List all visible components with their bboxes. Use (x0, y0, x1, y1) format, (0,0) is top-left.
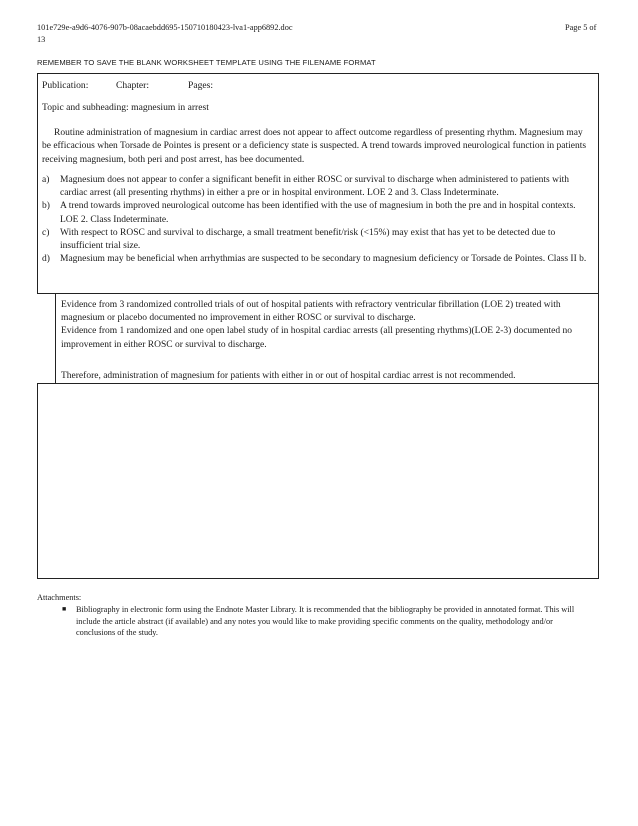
list-item (42, 253, 594, 266)
blank-notes-box (37, 383, 599, 579)
list-item (42, 227, 594, 253)
evidence-paragraph-1: Evidence from 3 randomized controlled trials of out of hospital patients with refractory ventricular fibrillation (LOE 2) treated with magnesium or placebo documented no improvement in either ROSC or survival to discharge. (61, 300, 561, 324)
list-item-label: c) (42, 227, 50, 238)
attachments-heading: Attachments: (37, 593, 82, 602)
document-filename: 101e729e-a9d6-4076-907b-08acaebdd695-150710180423-lva1-app6892.doc (37, 23, 293, 32)
list-item-text: Magnesium may be beneficial when arrhythmias are suspected to be secondary to magnesium deficiency or Torsade de Pointes. Class II b. (60, 254, 587, 265)
list-item-label: d) (42, 254, 50, 265)
chapter-label: Chapter: (116, 80, 150, 91)
list-item (42, 174, 594, 200)
summary-intro: Routine administration of magnesium in cardiac arrest does not appear to affect outcome regardless of presenting rhythm. Magnesium may be efficacious when Torsade de Pointes is present or a deficiency state is suspected. A trend towards improved neurological function in patients receiving magnesium, both peri and post arrest, has bee documented. (42, 128, 587, 165)
list-item-label: b) (42, 201, 50, 212)
list-item-label: a) (42, 175, 50, 185)
list-item-text: Magnesium does not appear to confer a significant benefit in either ROSC or survival to discharge when administered to patients with cardiac arrest (all presenting rhythms) in either a pre or in hospital environment. LOE 2 and 3. Class Indeterminate. (60, 175, 570, 199)
page-number-label: Page 5 of (565, 23, 597, 32)
attachment-item-text: Bibliography in electronic form using the Endnote Master Library. It is recommended that the bibliography be provided in annotated format. This will include the article abstract (if available) and any notes you would like to make providing specific comments on the quality, methodology and/or conclusions of the study. (76, 605, 575, 638)
list-item-text: A trend towards improved neurological outcome has been identified with the use of magnesium in both the pre and in hospital contexts. LOE 2. Class Indeterminate. (60, 201, 576, 225)
pages-label: Pages: (188, 80, 214, 91)
list-item-text: With respect to ROSC and survival to discharge, a small treatment benefit/risk (<15%) may exist that has yet to be detected due to insufficient trial size. (60, 227, 556, 252)
conclusion-text: Therefore, administration of magnesium for patients with either in or out of hospital cardiac arrest is not recommended. (61, 371, 516, 381)
citation-row (42, 80, 213, 91)
reminder-text: REMEMBER TO SAVE THE BLANK WORKSHEET TEMPLATE USING THE FILENAME FORMAT (37, 58, 376, 67)
bullet-icon: ■ (62, 605, 67, 613)
evidence-paragraph-2: Evidence from 1 randomized and one open label study of in hospital cardiac arrests (all presenting rhythms)(LOE 2-3) documented no improvement in either ROSC or survival to discharge. (61, 326, 572, 350)
topic-heading: Topic and subheading: magnesium in arrest (42, 102, 209, 113)
recommendation-list (42, 174, 594, 266)
page-total: 13 (37, 35, 46, 44)
evidence-text (61, 299, 594, 352)
list-item (42, 200, 594, 226)
attachment-item (62, 604, 582, 639)
publication-label: Publication: (42, 80, 89, 91)
